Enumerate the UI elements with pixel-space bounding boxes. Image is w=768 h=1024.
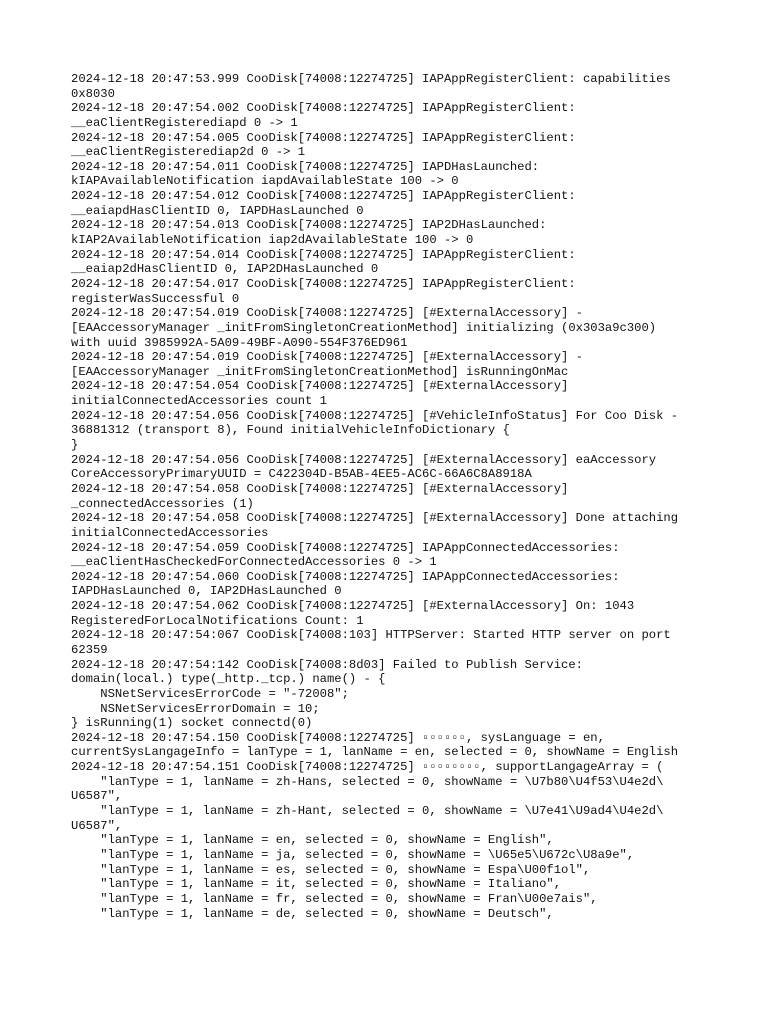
log-line: with uuid 3985992A-5A09-49BF-A090-554F376ED961 <box>71 335 408 350</box>
log-line: 2024-12-18 20:47:53.999 CooDisk[74008:12274725] IAPAppRegisterClient: capabilities <box>71 72 671 86</box>
log-line: 2024-12-18 20:47:54.013 CooDisk[74008:12274725] IAP2DHasLaunched: <box>71 218 547 233</box>
log-line: 2024-12-18 20:47:54.058 CooDisk[74008:12274725] [#ExternalAccessory] Done attaching <box>71 511 679 526</box>
log-line: CoreAccessoryPrimaryUUID = C422304D-B5AB-4EE5-AC6C-66A6C8A8918A <box>71 467 532 482</box>
log-line: IAPDHasLaunched 0, IAP2DHasLaunched 0 <box>71 584 342 599</box>
log-line: domain(local.) type(_http._tcp.) name() - { <box>71 672 386 687</box>
log-line: 0x8030 <box>71 86 115 101</box>
log-line: 2024-12-18 20:47:54.012 CooDisk[74008:12274725] IAPAppRegisterClient: <box>71 189 576 204</box>
log-line: 2024-12-18 20:47:54.002 CooDisk[74008:12274725] IAPAppRegisterClient: <box>71 101 576 116</box>
log-line: 2024-12-18 20:47:54.014 CooDisk[74008:12274725] IAPAppRegisterClient: <box>71 247 576 262</box>
log-line: 36881312 (transport 8), Found initialVehicleInfoDictionary { <box>71 423 510 438</box>
log-line: 2024-12-18 20:47:54.062 CooDisk[74008:12274725] [#ExternalAccessory] On: 1043 <box>71 599 635 614</box>
log-line: U6587", <box>71 789 123 804</box>
log-line: "lanType = 1, lanName = zh-Hant, selected = 0, showName = \U7e41\U9ad4\U4e2d\ <box>71 804 664 819</box>
log-line: kIAP2AvailableNotification iap2dAvailableState 100 -> 0 <box>71 233 474 248</box>
log-line: [EAAccessoryManager _initFromSingletonCreationMethod] initializing (0x303a9c300) <box>71 320 657 335</box>
log-line: } <box>71 438 79 453</box>
log-line: __eaiap2dHasClientID 0, IAP2DHasLaunched 0 <box>71 262 379 277</box>
log-line: 2024-12-18 20:47:54.011 CooDisk[74008:12274725] IAPDHasLaunched: <box>71 159 540 174</box>
log-line: "lanType = 1, lanName = it, selected = 0, showName = Italiano", <box>71 877 562 892</box>
log-line: "lanType = 1, lanName = ja, selected = 0, showName = \U65e5\U672c\U8a9e", <box>71 847 635 862</box>
log-line: _connectedAccessories (1) <box>71 496 254 511</box>
log-line: NSNetServicesErrorDomain = 10; <box>71 701 320 716</box>
log-line: 2024-12-18 20:47:54.019 CooDisk[74008:12274725] [#ExternalAccessory] - <box>71 306 583 321</box>
log-line: RegisteredForLocalNotifications Count: 1 <box>71 613 364 628</box>
log-line: __eaClientRegisterediap2d 0 -> 1 <box>71 145 306 160</box>
log-line: [EAAccessoryManager _initFromSingletonCreationMethod] isRunningOnMac <box>71 364 569 379</box>
log-line: "lanType = 1, lanName = en, selected = 0, showName = English", <box>71 833 554 848</box>
log-line: "lanType = 1, lanName = fr, selected = 0, showName = Fran\U00e7ais", <box>71 891 598 906</box>
log-line: registerWasSuccessful 0 <box>71 291 240 306</box>
log-line: 2024-12-18 20:47:54:142 CooDisk[74008:8d03] Failed to Publish Service: <box>71 657 583 672</box>
log-line: 2024-12-18 20:47:54:067 CooDisk[74008:103] HTTPServer: Started HTTP server on port <box>71 628 671 643</box>
log-line: initialConnectedAccessories <box>71 525 269 540</box>
log-line: 62359 <box>71 642 108 657</box>
log-line: currentSysLangageInfo = lanType = 1, lanName = en, selected = 0, showName = English <box>71 745 679 760</box>
log-line: 2024-12-18 20:47:54.019 CooDisk[74008:12274725] [#ExternalAccessory] - <box>71 350 583 365</box>
log-line: "lanType = 1, lanName = zh-Hans, selected = 0, showName = \U7b80\U4f53\U4e2d\ <box>71 774 664 789</box>
log-line: __eaiapdHasClientID 0, IAPDHasLaunched 0 <box>71 203 364 218</box>
log-line: 2024-12-18 20:47:54.054 CooDisk[74008:12274725] [#ExternalAccessory] <box>71 379 569 394</box>
log-line: 2024-12-18 20:47:54.060 CooDisk[74008:12274725] IAPAppConnectedAccessories: <box>71 569 620 584</box>
log-line: NSNetServicesErrorCode = "-72008"; <box>71 686 349 701</box>
log-line: 2024-12-18 20:47:54.058 CooDisk[74008:12274725] [#ExternalAccessory] <box>71 481 569 496</box>
log-line: "lanType = 1, lanName = de, selected = 0, showName = Deutsch", <box>71 906 554 921</box>
log-line: __eaClientHasCheckedForConnectedAccessories 0 -> 1 <box>71 555 437 570</box>
log-line: __eaClientRegisterediapd 0 -> 1 <box>71 115 298 130</box>
log-line: } isRunning(1) socket connectd(0) <box>71 716 313 731</box>
log-line: 2024-12-18 20:47:54.056 CooDisk[74008:12274725] [#VehicleInfoStatus] For Coo Disk - <box>71 408 679 423</box>
log-line: 2024-12-18 20:47:54.059 CooDisk[74008:12274725] IAPAppConnectedAccessories: <box>71 540 620 555</box>
log-line: 2024-12-18 20:47:54.056 CooDisk[74008:12274725] [#ExternalAccessory] eaAccessory <box>71 452 657 467</box>
log-line: 2024-12-18 20:47:54.151 CooDisk[74008:12274725] ▫▫▫▫▫▫▫▫, supportLangageArray = ( <box>71 760 664 775</box>
log-line: 2024-12-18 20:47:54.017 CooDisk[74008:12274725] IAPAppRegisterClient: <box>71 276 576 291</box>
log-line: U6587", <box>71 818 123 833</box>
log-text-block <box>71 72 751 921</box>
log-line: "lanType = 1, lanName = es, selected = 0, showName = Espa\U00f1ol", <box>71 862 591 877</box>
log-line: kIAPAvailableNotification iapdAvailableState 100 -> 0 <box>71 174 459 189</box>
log-line: 2024-12-18 20:47:54.005 CooDisk[74008:12274725] IAPAppRegisterClient: <box>71 130 576 145</box>
log-line: 2024-12-18 20:47:54.150 CooDisk[74008:12274725] ▫▫▫▫▫▫, sysLanguage = en, <box>71 730 605 745</box>
log-line: initialConnectedAccessories count 1 <box>71 394 327 409</box>
